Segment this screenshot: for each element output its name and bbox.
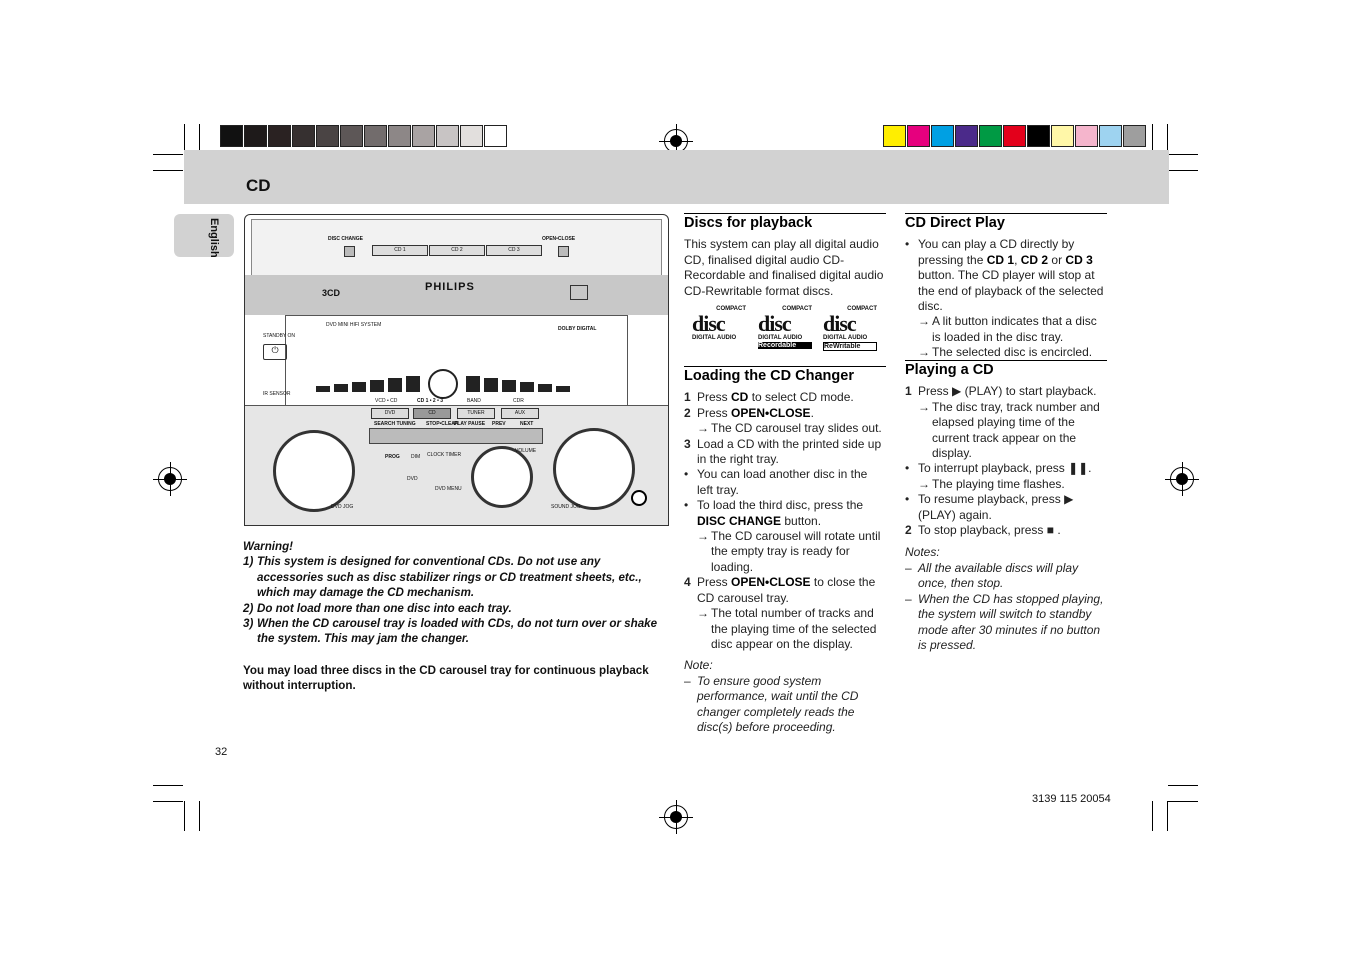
loading-step: 3 Load a CD with the printed side up in the right tray. — [684, 436, 882, 467]
color-swatch — [244, 125, 267, 147]
color-swatch — [1075, 125, 1098, 147]
crop-mark — [1168, 801, 1198, 802]
arrow-icon: → — [697, 606, 709, 621]
color-swatch — [931, 125, 954, 147]
crop-mark — [153, 154, 183, 155]
dvd-jog-knob — [273, 430, 355, 512]
registration-mark — [1170, 467, 1194, 491]
color-swatch — [883, 125, 906, 147]
crop-mark — [1152, 801, 1153, 831]
source-top-label: CDR — [513, 398, 524, 404]
color-swatch — [1003, 125, 1026, 147]
playing-result: → The playing time flashes. — [918, 476, 1065, 491]
color-swatch — [436, 125, 459, 147]
ir-sensor-label: IR SENSOR — [263, 391, 291, 397]
loading-step: 2 Press OPEN•CLOSE. — [684, 405, 814, 420]
color-swatch — [460, 125, 483, 147]
headphone-jack-icon — [631, 490, 647, 506]
bullet-icon: • — [684, 498, 689, 513]
playing-notes-label: Notes: — [905, 545, 940, 560]
crop-mark — [1167, 801, 1168, 831]
language-label: English — [208, 218, 220, 258]
device-brand-strip — [245, 275, 668, 315]
crop-mark — [153, 170, 183, 171]
stop-clear-label: STOP•CLEAR — [426, 421, 459, 427]
cd2-button: CD 2 — [429, 245, 485, 256]
device-display-panel — [285, 315, 628, 407]
standby-label: STANDBY ON — [263, 333, 296, 339]
cd3-button: CD 3 — [486, 245, 542, 256]
power-icon: ⏻ — [263, 344, 287, 360]
crop-mark — [199, 801, 200, 831]
direct-result: → A lit button indicates that a disc is loaded in the disc tray. — [918, 314, 1097, 344]
dolby-label: DOLBY DIGITAL — [558, 326, 597, 332]
header-band — [184, 150, 1169, 204]
registration-mark — [664, 805, 688, 829]
playing-note: – When the CD has stopped playing, the system will switch to standby mode after 30 minutes if no button is pressed. — [905, 591, 1104, 652]
color-swatch — [340, 125, 363, 147]
compact-disc-recordable-logo: COMPACT disc DIGITAL AUDIO Recordable — [758, 306, 812, 349]
crop-mark — [184, 801, 185, 831]
tuner-source-button: TUNER — [457, 408, 495, 419]
bullet-icon: • — [905, 461, 910, 476]
disc-change-label: DISC CHANGE — [328, 236, 364, 242]
color-swatch — [979, 125, 1002, 147]
color-swatch — [1027, 125, 1050, 147]
playing-note: – All the available discs will play once, then stop. — [905, 560, 1079, 591]
direct-result: → The selected disc is encircled. — [918, 345, 1093, 360]
volume-knob — [471, 446, 533, 508]
loading-result: → The CD carousel tray slides out. — [697, 421, 882, 436]
device-illustration — [244, 214, 669, 526]
warning-block — [243, 539, 668, 694]
language-tab — [174, 214, 234, 257]
page-title: CD — [246, 176, 271, 195]
compact-disc-logo: COMPACT disc DIGITAL AUDIO — [692, 306, 746, 341]
dvd-jog-label: DVD JOG — [331, 504, 354, 510]
clock-timer-label: CLOCK TIMER — [427, 452, 462, 458]
playing-section — [905, 360, 1107, 653]
search-tuning-label: SEARCH TUNING — [374, 421, 416, 427]
color-swatch — [388, 125, 411, 147]
playing-result: → The disc tray, track number and elapsed playing time of the current track appear on the display. — [918, 399, 1100, 461]
dvd-small-label: DVD — [407, 476, 418, 482]
cd-source-button: CD — [413, 408, 451, 419]
dim-label: DIM — [411, 454, 421, 460]
color-swatch — [316, 125, 339, 147]
display-spectrum-icon — [306, 356, 596, 401]
playing-heading: Playing a CD — [905, 360, 1107, 378]
direct-heading: CD Direct Play — [905, 213, 1107, 231]
crop-mark — [1168, 154, 1198, 155]
source-top-label: VCD • CD — [375, 398, 398, 404]
transport-buttons — [369, 421, 543, 444]
color-swatch — [412, 125, 435, 147]
color-swatch — [907, 125, 930, 147]
aux-source-button: AUX — [501, 408, 539, 419]
loading-step: 4 Press OPEN•CLOSE to close the CD carousel tray. — [684, 575, 876, 605]
device-control-area — [245, 398, 668, 525]
warning-closing: You may load three discs in the CD carousel tray for continuous playback without interruption. — [243, 663, 649, 693]
direct-play-section — [905, 213, 1107, 361]
crop-mark — [153, 785, 183, 786]
dvd-menu-label: DVD MENU — [435, 486, 462, 492]
arrow-icon: → — [697, 529, 709, 544]
color-calibration-bar — [883, 125, 1147, 147]
crop-mark — [153, 801, 183, 802]
loading-bullet: • You can load another disc in the left tray. — [684, 467, 868, 497]
open-close-button — [558, 246, 569, 257]
color-swatch — [364, 125, 387, 147]
cd1-button: CD 1 — [372, 245, 428, 256]
arrow-icon: → — [697, 421, 709, 436]
playing-bullet: • To interrupt playback, press ❚❚. — [905, 461, 1092, 476]
compact-disc-rewritable-logo: COMPACT disc DIGITAL AUDIO ReWritable — [823, 306, 877, 350]
prog-label: PROG — [385, 454, 400, 460]
color-swatch — [1123, 125, 1146, 147]
crop-mark — [1168, 785, 1198, 786]
play-pause-label: PLAY PAUSE — [454, 421, 486, 427]
arrow-icon: → — [918, 476, 930, 491]
bullet-icon: • — [905, 492, 910, 507]
sound-jog-label: SOUND JOG — [551, 504, 581, 510]
source-top-label: CD 1 • 2 • 3 — [417, 398, 444, 404]
dvd-source-button: DVD — [371, 408, 409, 419]
loading-section — [684, 366, 886, 735]
color-swatch — [220, 125, 243, 147]
volume-label: VOLUME — [515, 448, 537, 454]
warning-item: 3) When the CD carousel tray is loaded with CDs, do not turn over or shake the system. This may jam the changer. — [243, 617, 658, 646]
bullet-icon: • — [905, 237, 910, 252]
loading-bullet: • To load the third disc, press the DISC CHANGE button. — [684, 498, 864, 528]
warning-item: 1) This system is designed for conventional CDs. Do not use any accessories such as disc stabilizer rings or CD treatment sheets, etc., which may damage the CD mechanism. — [243, 555, 642, 600]
color-swatch — [268, 125, 291, 147]
column-discs-loading — [684, 213, 886, 299]
disc-logo-icon — [570, 285, 588, 300]
discs-heading: Discs for playback — [684, 213, 886, 231]
arrow-icon: → — [918, 345, 930, 360]
loading-heading: Loading the CD Changer — [684, 366, 886, 384]
source-top-label: BAND — [467, 398, 481, 404]
open-close-label: OPEN•CLOSE — [542, 236, 576, 242]
arrow-icon: → — [918, 314, 930, 329]
direct-bullet: • You can play a CD directly by pressing the CD 1, CD 2 or CD 3 button. The CD player will stop at the end of playback of the selected disc. — [905, 237, 1104, 314]
loading-step: 1 Press CD to select CD mode. — [684, 390, 854, 405]
discs-body: This system can play all digital audio CD, finalised digital audio CD-Recordable and finalised digital audio CD-Rewritable format discs. — [684, 237, 884, 298]
three-cd-label: 3CD — [322, 288, 341, 298]
warning-title: Warning! — [243, 540, 294, 553]
color-swatch — [1099, 125, 1122, 147]
playing-step: 2 To stop playback, press ■ . — [905, 523, 1061, 538]
playing-bullet: • To resume playback, press ▶ (PLAY) again. — [905, 492, 1074, 522]
page-number: 32 — [215, 746, 228, 758]
brand-label: PHILIPS — [425, 281, 475, 293]
loading-result: → The CD carousel will rotate until the empty tray is ready for loading. — [697, 529, 881, 574]
next-label: NEXT — [520, 421, 534, 427]
bullet-icon: • — [684, 467, 689, 482]
model-label: DVD MINI HIFI SYSTEM — [326, 322, 382, 328]
color-swatch — [292, 125, 315, 147]
warning-item: 2) Do not load more than one disc into each tray. — [243, 601, 512, 615]
color-swatch — [1051, 125, 1074, 147]
sound-jog-knob — [553, 428, 635, 510]
document-code: 3139 115 20054 — [1032, 793, 1111, 805]
color-swatch — [955, 125, 978, 147]
disc-change-button — [344, 246, 355, 257]
playing-step: 1 Press ▶ (PLAY) to start playback. — [905, 384, 1097, 399]
loading-note-label: Note: — [684, 658, 713, 673]
loading-result: → The total number of tracks and the playing time of the selected disc appear on the display. — [697, 606, 877, 651]
prev-label: PREV — [492, 421, 506, 427]
loading-note: – To ensure good system performance, wait until the CD changer completely reads the disc(s) before proceeding. — [684, 673, 859, 734]
crop-mark — [1168, 170, 1198, 171]
device-top — [251, 219, 662, 277]
grey-calibration-bar — [220, 125, 508, 147]
registration-mark — [158, 467, 182, 491]
arrow-icon: → — [918, 399, 930, 414]
color-swatch — [484, 125, 507, 147]
